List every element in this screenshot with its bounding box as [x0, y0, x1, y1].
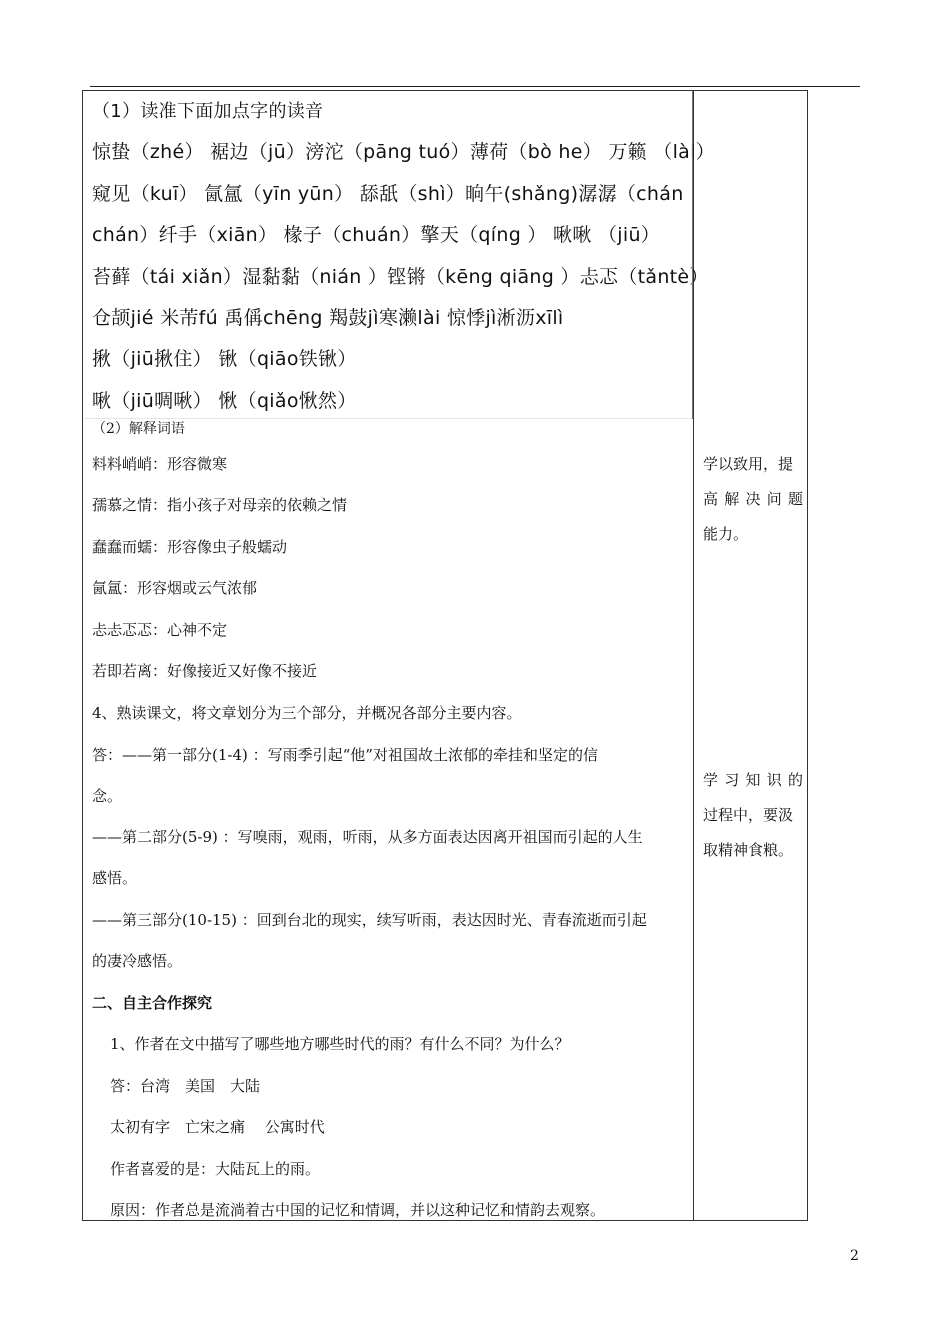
task4-answer-line: 感悟。 [92, 869, 138, 887]
pinyin-line: 惊蛰（zhé） 裾边（jū）滂沱（pāng tuó）薄荷（bò he） 万籁 （lài） [92, 141, 715, 163]
pinyin-line: 啾（jiū啁啾） 愀（qiǎo愀然） [92, 390, 357, 412]
task4-answer-line: 答：——第一部分(1-4) ：写雨季引起“他”对祖国故土浓郁的牵挂和坚定的信 [92, 746, 598, 764]
side-note-line: 学习知识的 [703, 771, 803, 789]
side-note-line: 取精神食粮。 [703, 841, 794, 859]
section2-line: 原因：作者总是流淌着古中国的记忆和情调，并以这种记忆和情韵去观察。 [110, 1201, 606, 1219]
header-rule [90, 86, 860, 87]
explain-heading: （2）解释词语 [92, 421, 185, 437]
pinyin-heading: （1）读准下面加点字的读音 [92, 101, 324, 122]
pinyin-line: 苔藓（tái xiǎn）湿黏黏（nián ）铿锵（kēng qiāng ）忐忑（tǎntè） [92, 266, 709, 288]
task4-answer-line: ——第三部分(10-15) ：回到台北的现实，续写听雨，表达因时光、青春流逝而引起 [92, 911, 647, 929]
section-heading: 二、自主合作探究 [92, 994, 213, 1012]
pinyin-line: 窥见（kuī） 氤氲（yīn yūn） 舔舐（shì）晌午(shǎng)潺潺（chán [92, 183, 684, 205]
pinyin-reading-block [84, 91, 715, 419]
explain-item: 料料峭峭：形容微寒 [92, 455, 228, 473]
side-note [703, 763, 803, 868]
section2-line: 太初有字 亡宋之痛 公寓时代 [110, 1118, 325, 1136]
table-column-divider [693, 90, 694, 1221]
explain-item: 孺慕之情：指小孩子对母亲的依赖之情 [92, 496, 348, 514]
pinyin-line: chán）纤手（xiān） 椽子（chuán）擎天（qíng ） 啾啾 （jiū） [92, 224, 661, 246]
section2-line: 1、作者在文中描写了哪些地方哪些时代的雨？有什么不同？为什么？ [110, 1035, 570, 1053]
explain-item: 忐忐忑忑：心神不定 [92, 621, 228, 639]
side-note-line: 能力。 [703, 525, 749, 543]
side-note-line: 过程中，要汲 [703, 806, 794, 824]
pinyin-line: 仓颉jié 米芾fú 禹偁chēng 羯鼓jì寒濑lài 惊悸jì淅沥xīlì [92, 307, 564, 329]
section2-line: 答：台湾 美国 大陆 [110, 1077, 261, 1095]
section2-line: 作者喜爱的是：大陆瓦上的雨。 [110, 1160, 321, 1178]
image-edge [692, 91, 693, 419]
side-note-line: 学以致用，提 [703, 455, 794, 473]
explain-item: 氤氲：形容烟或云气浓郁 [92, 579, 258, 597]
pinyin-line: 揪（jiū揪住） 锹（qiāo铁锹） [92, 348, 357, 370]
page-number: 2 [850, 1248, 859, 1264]
task4-answer-line: 念。 [92, 787, 123, 805]
side-note-line: 高解决问题 [703, 490, 803, 508]
task4-answer-line: 的凄冷感悟。 [92, 952, 183, 970]
explain-item: 若即若离：好像接近又好像不接近 [92, 662, 318, 680]
explain-item: 蠢蠢而蠕：形容像虫子般蠕动 [92, 538, 288, 556]
task4-question: 4、熟读课文，将文章划分为三个部分，并概况各部分主要内容。 [92, 704, 522, 722]
side-note [703, 447, 803, 552]
task4-answer-line: ——第二部分(5-9) ：写嗅雨，观雨，听雨，从多方面表达因离开祖国而引起的人生 [92, 828, 643, 846]
